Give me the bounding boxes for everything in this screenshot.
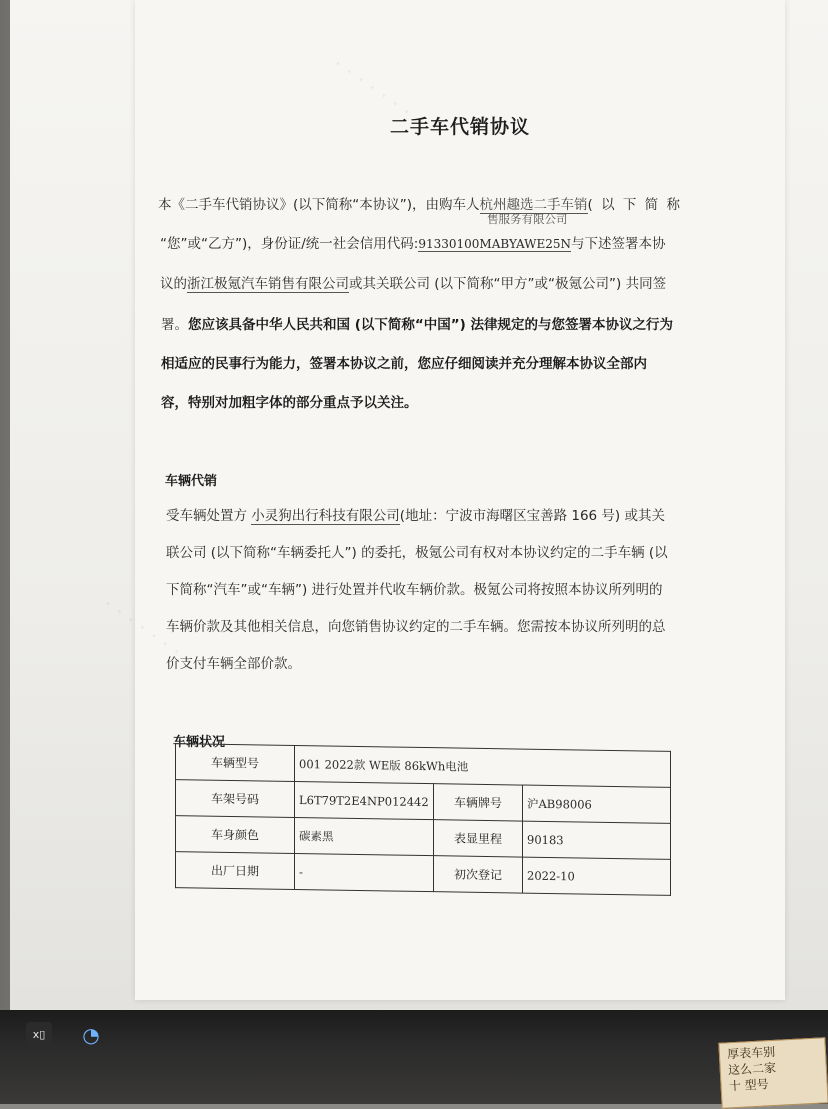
bold-notice: 您应该具备中华人民共和国 (以下简称“中国”) 法律规定的与您签署本协议之行为相适应的民事行为能力，签署本协议之前，您应仔细阅读并充分理解本协议全部内容，特别对加粗字体的部分重点予以关注。 <box>161 317 673 411</box>
vehicle-heading: 车辆状况 <box>173 735 226 750</box>
buyer-name: 杭州趣选二手车销 <box>479 197 588 213</box>
value-color: 碳素黑 <box>295 817 434 855</box>
intro-line-1 <box>158 186 682 224</box>
watermark: · · · · · · · · <box>327 52 428 133</box>
consign-text: (地址：宁波市海曙区宝善路 166 号) 或其关联公司 (以下简称“车辆委托人”) 的委托，极氪公司有权对本协议约定的二手车辆 (以下简称“汽车”或“车辆”) 进行处置并代收车辆价款。极氪公司将按照本协议所列明的车辆价款及其他相关信息，向您销售协议约定的二手车辆。您需按本协议所列明的总价支付车辆全部价款。 <box>166 508 668 672</box>
value-mileage: 90183 <box>523 821 671 859</box>
label-manufacture-date: 出厂日期 <box>176 852 295 890</box>
value-vin: L6T79T2E4NP012442 <box>295 781 434 819</box>
intro-bold-block <box>161 306 673 423</box>
party-a-name: 浙江极氪汽车销售有限公司 <box>187 276 349 292</box>
label-model: 车辆型号 <box>176 744 295 782</box>
edge-browser-icon[interactable]: ◔ <box>82 1023 100 1047</box>
note-line-3: 十 型号 <box>728 1077 770 1094</box>
label-mileage: 表显里程 <box>434 820 523 857</box>
value-first-registration: 2022-10 <box>523 857 671 895</box>
consign-paragraph <box>166 498 674 683</box>
label-first-registration: 初次登记 <box>434 856 523 893</box>
note-line-1: 厚表车别 <box>726 1044 776 1062</box>
intro-text: 本《二手车代销协议》(以下简称“本协议”)，由购车人 <box>158 197 480 213</box>
consign-text: 受车辆处置方 <box>166 508 247 524</box>
value-manufacture-date: - <box>295 853 434 891</box>
consignor-name: 小灵狗出行科技有限公司 <box>251 508 400 524</box>
document-title: 二手车代销协议 <box>389 116 530 138</box>
watermark: · · · · · · · · <box>97 592 198 673</box>
monitor-bezel <box>0 1010 828 1104</box>
intro-text: “您”或“乙方”)，身份证/统一社会信用代码: <box>160 236 419 252</box>
sticky-note-text <box>727 1044 777 1094</box>
intro-line-2 <box>160 225 666 263</box>
document-page <box>97 0 785 1000</box>
label-vin: 车架号码 <box>176 780 295 818</box>
label-plate: 车辆牌号 <box>434 784 523 821</box>
monitor-screen <box>10 0 828 1010</box>
value-model: 001 2022款 WE版 86kWh电池 <box>295 745 671 787</box>
intro-text: 署。 <box>161 317 188 333</box>
value-plate: 沪AB98006 <box>523 785 671 823</box>
intro-line-3 <box>160 265 666 303</box>
buyer-name-line-2: 售服务有限公司 <box>487 212 568 226</box>
intro-text: 或其关联公司 (以下简称“甲方”或“极氪公司”) 共同签 <box>349 276 667 292</box>
table-row <box>176 852 671 896</box>
credit-code: 91330100MABYAWE25N <box>418 237 572 251</box>
intro-text: 与下述签署本协 <box>571 236 666 252</box>
intro-text: 议的 <box>160 276 187 292</box>
vehicle-table <box>175 743 671 896</box>
note-line-2: 这么二家 <box>727 1060 777 1078</box>
intro-text: ( 以 下 简 称 <box>587 197 682 213</box>
label-color: 车身颜色 <box>176 816 295 854</box>
consign-heading: 车辆代销 <box>165 474 218 489</box>
excel-icon[interactable]: x▯ <box>26 1022 52 1048</box>
